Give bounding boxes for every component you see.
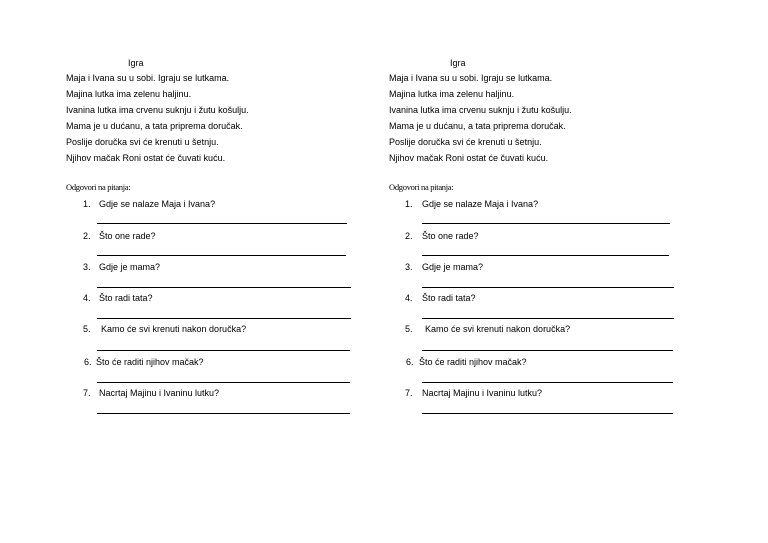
question-text: Gdje je mama? <box>422 262 484 272</box>
story-line: Mama je u dućanu, a tata priprema doručak. <box>389 121 566 131</box>
question-number: 7. <box>83 388 91 398</box>
worksheet-left <box>66 0 366 543</box>
answer-line[interactable] <box>422 287 674 288</box>
question-text: Što one rade? <box>99 231 156 241</box>
story-line: Mama je u dućanu, a tata priprema doručak. <box>66 121 243 131</box>
question-text: Što će raditi njihov mačak? <box>419 357 527 367</box>
answer-line[interactable] <box>97 350 350 351</box>
answer-line[interactable] <box>422 413 673 414</box>
question-text: Kamo će svi krenuti nakon doručka? <box>101 324 247 334</box>
story-line: Poslije doručka svi će krenuti u šetnju. <box>389 137 542 147</box>
question-number: 4. <box>405 293 413 303</box>
question-number: 1. <box>405 199 413 209</box>
story-line: Njihov mačak Roni ostat će čuvati kuću. <box>389 153 549 163</box>
question-text: Što radi tata? <box>99 293 153 303</box>
worksheet-title: Igra <box>128 58 144 68</box>
question-number: 7. <box>405 388 413 398</box>
question-text: Što one rade? <box>422 231 479 241</box>
question-text: Nacrtaj Majinu i Ivaninu lutku? <box>99 388 220 398</box>
answer-line[interactable] <box>422 350 673 351</box>
question-number: 3. <box>405 262 413 272</box>
question-number: 2. <box>83 231 91 241</box>
answer-line[interactable] <box>422 223 670 224</box>
answer-line[interactable] <box>422 255 669 256</box>
story-line: Poslije doručka svi će krenuti u šetnju. <box>66 137 219 147</box>
question-number: 1. <box>83 199 91 209</box>
question-text: Što će raditi njihov mačak? <box>96 357 204 367</box>
answer-line[interactable] <box>422 318 674 319</box>
question-text: Nacrtaj Majinu i Ivaninu lutku? <box>422 388 543 398</box>
question-number: 3. <box>83 262 91 272</box>
answers-heading: Odgovori na pitanja: <box>389 182 454 192</box>
story-line: Ivanina lutka ima crvenu suknju i žutu košulju. <box>389 105 572 115</box>
question-number: 4. <box>83 293 91 303</box>
question-number: 5. <box>83 324 91 334</box>
answers-heading: Odgovori na pitanja: <box>66 182 131 192</box>
answer-line[interactable] <box>97 413 350 414</box>
question-text: Što radi tata? <box>422 293 476 303</box>
story-line: Ivanina lutka ima crvenu suknju i žutu košulju. <box>66 105 249 115</box>
story-line: Maja i Ivana su u sobi. Igraju se lutkama. <box>66 73 230 83</box>
question-text: Kamo će svi krenuti nakon doručka? <box>425 324 571 334</box>
answer-line[interactable] <box>97 255 346 256</box>
answer-line[interactable] <box>97 318 351 319</box>
story-line: Njihov mačak Roni ostat će čuvati kuću. <box>66 153 226 163</box>
question-text: Gdje je mama? <box>99 262 161 272</box>
story-line: Majina lutka ima zelenu haljinu. <box>389 89 515 99</box>
worksheet-right <box>389 0 689 543</box>
worksheet-title: Igra <box>450 58 466 68</box>
story-line: Maja i Ivana su u sobi. Igraju se lutkama. <box>389 73 553 83</box>
question-text: Gdje se nalaze Maja i Ivana? <box>99 199 216 209</box>
answer-line[interactable] <box>97 223 347 224</box>
answer-line[interactable] <box>422 382 673 383</box>
question-number: 5. <box>405 324 413 334</box>
question-number: 6. <box>406 357 414 367</box>
question-number: 2. <box>405 231 413 241</box>
story-line: Majina lutka ima zelenu haljinu. <box>66 89 192 99</box>
answer-line[interactable] <box>97 382 350 383</box>
question-number: 6. <box>84 357 92 367</box>
question-text: Gdje se nalaze Maja i Ivana? <box>422 199 539 209</box>
answer-line[interactable] <box>97 287 351 288</box>
